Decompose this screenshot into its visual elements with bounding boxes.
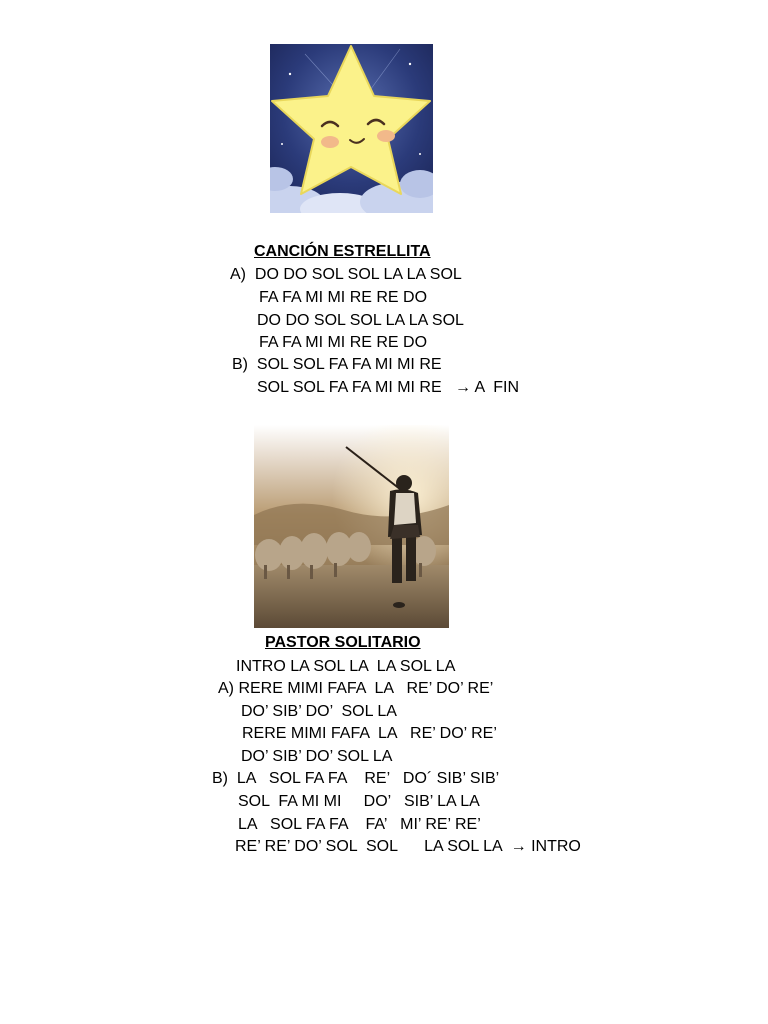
song1-line-3: DO DO SOL SOL LA LA SOL bbox=[257, 312, 464, 329]
song1-title: CANCIÓN ESTRELLITA bbox=[254, 243, 431, 260]
shepherd-image bbox=[254, 425, 449, 628]
song1-line-5: B) SOL SOL FA FA MI MI RE bbox=[232, 356, 442, 373]
star-image bbox=[270, 44, 433, 213]
song2-line-2: A) RERE MIMI FAFA LA RE’ DO’ RE’ bbox=[218, 680, 494, 697]
song2-title: PASTOR SOLITARIO bbox=[265, 634, 421, 651]
song1-line-6: SOL SOL FA FA MI MI RE → A FIN bbox=[257, 379, 519, 396]
song2-line-9: RE’ RE’ DO’ SOL SOL LA SOL LA → INTRO bbox=[235, 838, 581, 855]
song2-line-8: LA SOL FA FA FA’ MI’ RE’ RE’ bbox=[238, 816, 481, 833]
song1-line-2: FA FA MI MI RE RE DO bbox=[259, 289, 428, 306]
song2-line-3: DO’ SIB’ DO’ SOL LA bbox=[241, 703, 397, 720]
song2-line-1: INTRO LA SOL LA LA SOL LA bbox=[236, 658, 456, 675]
song2-line-4: RERE MIMI FAFA LA RE’ DO’ RE’ bbox=[242, 725, 497, 742]
song2-line-5: DO’ SIB’ DO’ SOL LA bbox=[241, 748, 393, 765]
song2-line-7: SOL FA MI MI DO’ SIB’ LA LA bbox=[238, 793, 480, 810]
song2-line-6: B) LA SOL FA FA RE’ DO´ SIB’ SIB’ bbox=[212, 770, 500, 787]
song1-line-4: FA FA MI MI RE RE DO bbox=[259, 334, 428, 351]
song1-line-1: A) DO DO SOL SOL LA LA SOL bbox=[230, 266, 462, 283]
